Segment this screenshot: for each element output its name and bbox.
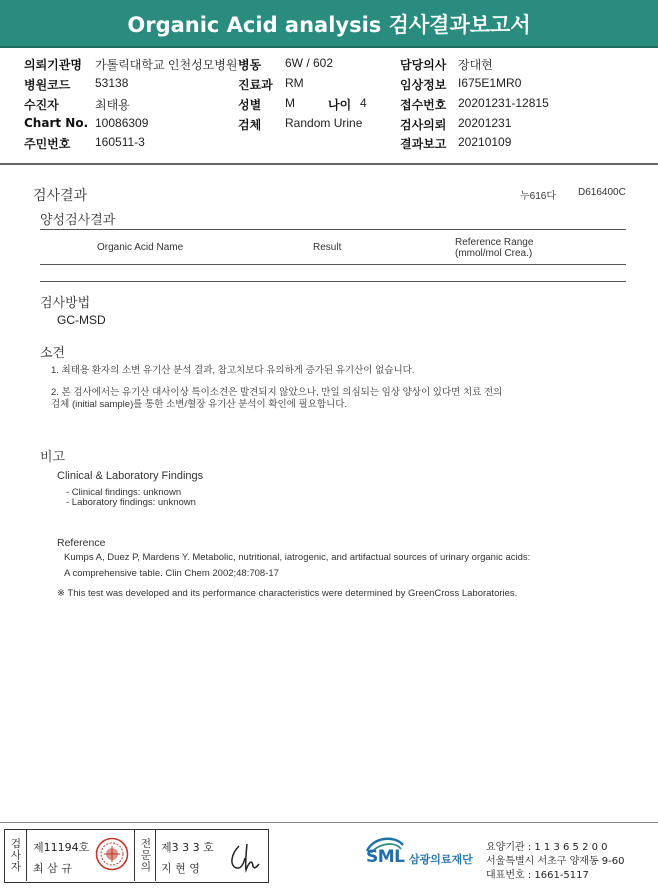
- receipt-no-value: 20201231-12815: [458, 96, 549, 110]
- col-reference-unit: (mmol/mol Crea.): [455, 248, 533, 259]
- clinical-info-label: 임상정보: [400, 78, 447, 92]
- department-label: 진료과: [238, 78, 273, 92]
- report-label: 결과보고: [400, 137, 447, 151]
- resident-no-value: 160511-3: [95, 135, 145, 149]
- examiner-name: 최 삼 규: [33, 862, 72, 875]
- reference-line-2: A comprehensive table. Clin Chem 2002;48:708-17: [64, 568, 279, 579]
- requesting-org-label: 의뢰기관명: [24, 58, 82, 72]
- ward-value: 6W / 602: [285, 56, 334, 70]
- patient-label: 수진자: [24, 98, 59, 112]
- org-name: 삼광의료재단: [409, 853, 473, 866]
- receipt-no-label: 접수번호: [400, 98, 447, 112]
- col-result: Result: [313, 242, 342, 253]
- requesting-org-value: 가톨릭대학교 인천성모병원: [95, 58, 238, 72]
- opinion-heading: 소견: [40, 346, 66, 361]
- results-heading: 검사결과: [33, 188, 88, 204]
- facility-code: 요양기관 : 1 1 3 6 5 2 0 0: [486, 842, 608, 853]
- table-top-rule: [40, 229, 626, 230]
- specimen-value: Random Urine: [285, 116, 363, 130]
- examiner-label: 검사자: [4, 829, 27, 881]
- clinical-info-value: I675E1MR0: [458, 76, 522, 90]
- footer-divider: [0, 822, 658, 823]
- clinical-findings-line: - Clinical findings: unknown: [66, 487, 182, 498]
- reference-title: Reference: [57, 537, 106, 549]
- age-value: 4: [360, 96, 367, 110]
- footnote: ※ This test was developed and its performance characteristics were determined by GreenCross Laboratories.: [57, 588, 518, 599]
- logo-text: SML: [366, 847, 405, 867]
- specialist-license-no: 제3 3 3 호: [161, 841, 214, 854]
- remarks-heading: 비고: [40, 450, 66, 465]
- age-label: 나이: [328, 98, 352, 112]
- code-1: 누616다: [520, 191, 557, 202]
- test-request-label: 검사의뢰: [400, 118, 447, 132]
- col-organic-acid-name: Organic Acid Name: [97, 242, 184, 253]
- hospital-code-label: 병원코드: [24, 78, 71, 92]
- clinical-findings-title: Clinical & Laboratory Findings: [57, 470, 204, 482]
- signature: [225, 840, 263, 879]
- col-reference-range: Reference Range: [455, 237, 534, 248]
- physician-label: 담당의사: [400, 58, 447, 72]
- table-bottom-rule: [40, 281, 626, 282]
- examiner-license-no: 제11194호: [33, 841, 90, 854]
- main-phone: 대표번호 : 1661-5117: [486, 870, 589, 881]
- sex-value: M: [285, 96, 295, 110]
- laboratory-findings-line: - Laboratory findings: unknown: [66, 497, 196, 508]
- reference-line-1: Kumps A, Duez P, Mardens Y. Metabolic, nutritional, iatrogenic, and artifactual sources of urinary organic acids:: [64, 552, 531, 563]
- report-value: 20210109: [458, 135, 512, 149]
- hospital-code-value: 53138: [95, 76, 129, 90]
- address: 서울특별시 서초구 양재동 9-60: [486, 856, 625, 867]
- table-header-rule: [40, 264, 626, 265]
- opinion-line-2a: 2. 본 검사에서는 유기산 대사이상 특이소견은 발견되지 않았으나, 만일 의심되는 임상 양상이 있다면 치료 전의: [51, 387, 503, 398]
- report-title: Organic Acid analysis 검사결과보고서: [0, 0, 658, 48]
- opinion-line-2b: 검체 (initial sample)를 통한 소변/혈장 유기산 분석이 확인에 필요합니다.: [51, 399, 348, 410]
- seal-stamp: [95, 837, 129, 876]
- department-value: RM: [285, 76, 304, 90]
- specialist-label: 전문의: [134, 829, 156, 881]
- method-value: GC-MSD: [57, 313, 106, 327]
- chart-no-label: Chart No.: [24, 116, 89, 130]
- code-2: D616400C: [578, 187, 626, 198]
- ward-label: 병동: [238, 58, 262, 72]
- header-divider: [0, 163, 658, 165]
- chart-no-value: 10086309: [95, 116, 149, 130]
- resident-no-label: 주민번호: [24, 137, 71, 151]
- positive-results-heading: 양성검사결과: [40, 213, 116, 228]
- sex-label: 성별: [238, 98, 262, 112]
- specialist-name: 지 현 영: [161, 862, 200, 875]
- specimen-label: 검체: [238, 118, 262, 132]
- method-heading: 검사방법: [40, 296, 91, 311]
- test-request-value: 20201231: [458, 116, 512, 130]
- physician-value: 장대현: [458, 58, 493, 72]
- opinion-line-1: 1. 최태용 환자의 소변 유기산 분석 결과, 참고치보다 유의하게 증가된 유기산이 없습니다.: [51, 365, 415, 376]
- patient-value: 최태용: [95, 98, 130, 112]
